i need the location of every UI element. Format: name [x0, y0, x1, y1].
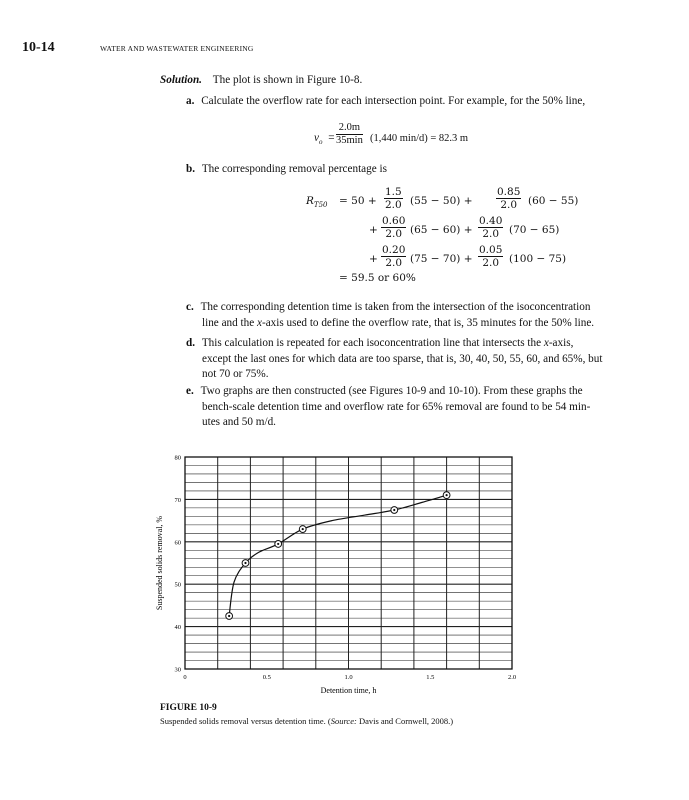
step-d-line1-post: -axis,	[548, 337, 574, 349]
fraction-denominator: 35min	[336, 135, 363, 146]
fraction-denominator: 2.0	[385, 199, 402, 211]
removal-term-6: (100 − 75)	[509, 253, 567, 265]
step-e-label: e.	[186, 385, 194, 397]
running-title: WATER AND WASTEWATER ENGINEERING	[100, 44, 254, 53]
r-var: R	[306, 195, 314, 207]
removal-line1-start: = 50 +	[339, 195, 377, 207]
step-e-line2: bench-scale detention time and overflow rate for 65% removal are found to be 54 min-	[202, 400, 591, 413]
r-sub: T50	[313, 201, 328, 210]
eq-var-sub: o	[318, 138, 323, 147]
removal-fraction-3	[381, 215, 406, 240]
step-b-label: b.	[186, 163, 196, 175]
fraction-numerator: 0.05	[479, 244, 503, 256]
caption-post: Davis and Cornwell, 2008.)	[356, 716, 454, 726]
x-tick-label: 0	[183, 674, 187, 681]
removal-term-5: (75 − 70) +	[410, 253, 473, 265]
step-a-text: Calculate the overflow rate for each intersection point. For example, for the 50% line,	[201, 95, 586, 107]
step-c-line1: The corresponding detention time is taken from the intersection of the isoconcentration	[200, 301, 591, 313]
y-tick-label: 70	[174, 496, 181, 504]
chart-grid	[185, 457, 512, 669]
figure-label: FIGURE 10-9	[160, 703, 217, 713]
y-tick-label: 80	[174, 454, 181, 462]
step-d-line3: not 70 or 75%.	[202, 368, 269, 380]
data-point	[242, 560, 249, 567]
detention-time-chart	[150, 448, 530, 698]
step-c-line2-post: -axis used to define the overflow rate, that is, 35 minutes for the 50% line.	[261, 316, 595, 329]
caption-source-label: Source:	[330, 716, 357, 726]
data-point-center	[277, 543, 279, 545]
removal-lhs	[306, 195, 327, 209]
removal-term-1: (55 − 50) +	[410, 195, 473, 207]
solution-label: Solution.	[160, 74, 202, 86]
chart-ticks	[175, 455, 517, 682]
data-point	[299, 526, 306, 533]
data-point-center	[393, 509, 395, 511]
step-e-line1: Two graphs are then constructed (see Figures 10-9 and 10-10). From these graphs the	[200, 385, 583, 397]
fraction-numerator: 0.60	[382, 215, 406, 227]
data-point-center	[228, 615, 230, 617]
caption-pre: Suspended solids removal versus detention time. (	[160, 716, 331, 726]
figure-caption	[160, 716, 453, 726]
y-tick-label: 60	[174, 539, 181, 547]
data-point-center	[446, 494, 448, 496]
x-axis-label: Detention time, h	[320, 686, 377, 695]
removal-fraction-5	[381, 244, 406, 269]
data-point	[226, 613, 233, 620]
step-c-label: c.	[186, 301, 194, 313]
step-c	[186, 300, 656, 331]
step-b-text: The corresponding removal percentage is	[201, 163, 387, 175]
data-point-center	[302, 528, 304, 530]
overflow-equation-lhs	[314, 131, 335, 151]
data-point	[443, 492, 450, 499]
x-tick-label: 1.0	[344, 674, 353, 681]
y-tick-label: 30	[174, 666, 181, 674]
page-number: 10-14	[22, 40, 55, 55]
fraction-denominator: 2.0	[500, 199, 518, 211]
x-tick-label: 1.5	[426, 674, 435, 681]
removal-fraction-4	[478, 215, 503, 240]
step-d-line1-pre: This calculation is repeated for each isoconcentration line that intersects the	[201, 337, 544, 349]
step-e	[186, 384, 656, 431]
x-tick-label: 2.0	[507, 674, 517, 681]
removal-fraction-1	[384, 186, 403, 211]
y-tick-label: 50	[174, 581, 181, 589]
fraction-numerator: 1.5	[385, 186, 402, 198]
data-points	[226, 492, 450, 620]
step-c-line2-pre: line and the	[202, 316, 257, 329]
overflow-fraction	[336, 122, 363, 147]
plus-sign: +	[369, 253, 378, 265]
step-e-line3: utes and 50 m/d.	[202, 416, 276, 428]
y-axis-label: Suspended solids removal, %	[155, 515, 164, 611]
fraction-denominator: 2.0	[385, 257, 403, 269]
step-d-var: x	[543, 337, 549, 349]
step-d	[186, 336, 656, 383]
fraction-numerator: 0.85	[497, 186, 521, 198]
removal-result: = 59.5 or 60%	[339, 272, 416, 284]
fraction-numerator: 0.20	[382, 244, 406, 256]
step-a-label: a.	[186, 95, 195, 107]
fraction-numerator: 0.40	[479, 215, 503, 227]
solution-intro-text: The plot is shown in Figure 10-8.	[212, 74, 363, 86]
removal-term-3: (65 − 60) +	[410, 224, 473, 236]
data-point-center	[244, 562, 246, 564]
step-a	[186, 94, 585, 110]
eq-var-v: v	[314, 132, 319, 144]
removal-fraction-6	[478, 244, 503, 269]
data-point	[391, 507, 398, 514]
step-d-label: d.	[186, 337, 196, 349]
plus-sign: +	[369, 224, 378, 236]
overflow-equation-rest: (1,440 min/d) = 82.3 m	[370, 133, 469, 144]
removal-term-4: (70 − 65)	[509, 224, 560, 236]
y-tick-label: 40	[174, 624, 181, 632]
data-point	[275, 541, 282, 548]
fraction-denominator: 2.0	[385, 228, 403, 240]
step-c-var: x	[257, 316, 262, 329]
eq-equals: =	[328, 132, 335, 144]
step-b	[186, 162, 387, 178]
removal-fraction-2	[496, 186, 521, 211]
solution-intro	[160, 73, 362, 89]
step-d-line2: except the last ones for which data are too sparse, that is, 30, 40, 50, 55, 60, and 65%, but	[202, 352, 603, 365]
fraction-numerator: 2.0m	[336, 122, 363, 135]
fraction-denominator: 2.0	[482, 228, 500, 240]
x-tick-label: 0.5	[262, 674, 271, 681]
removal-term-2: (60 − 55)	[528, 195, 579, 207]
fraction-denominator: 2.0	[482, 257, 500, 269]
